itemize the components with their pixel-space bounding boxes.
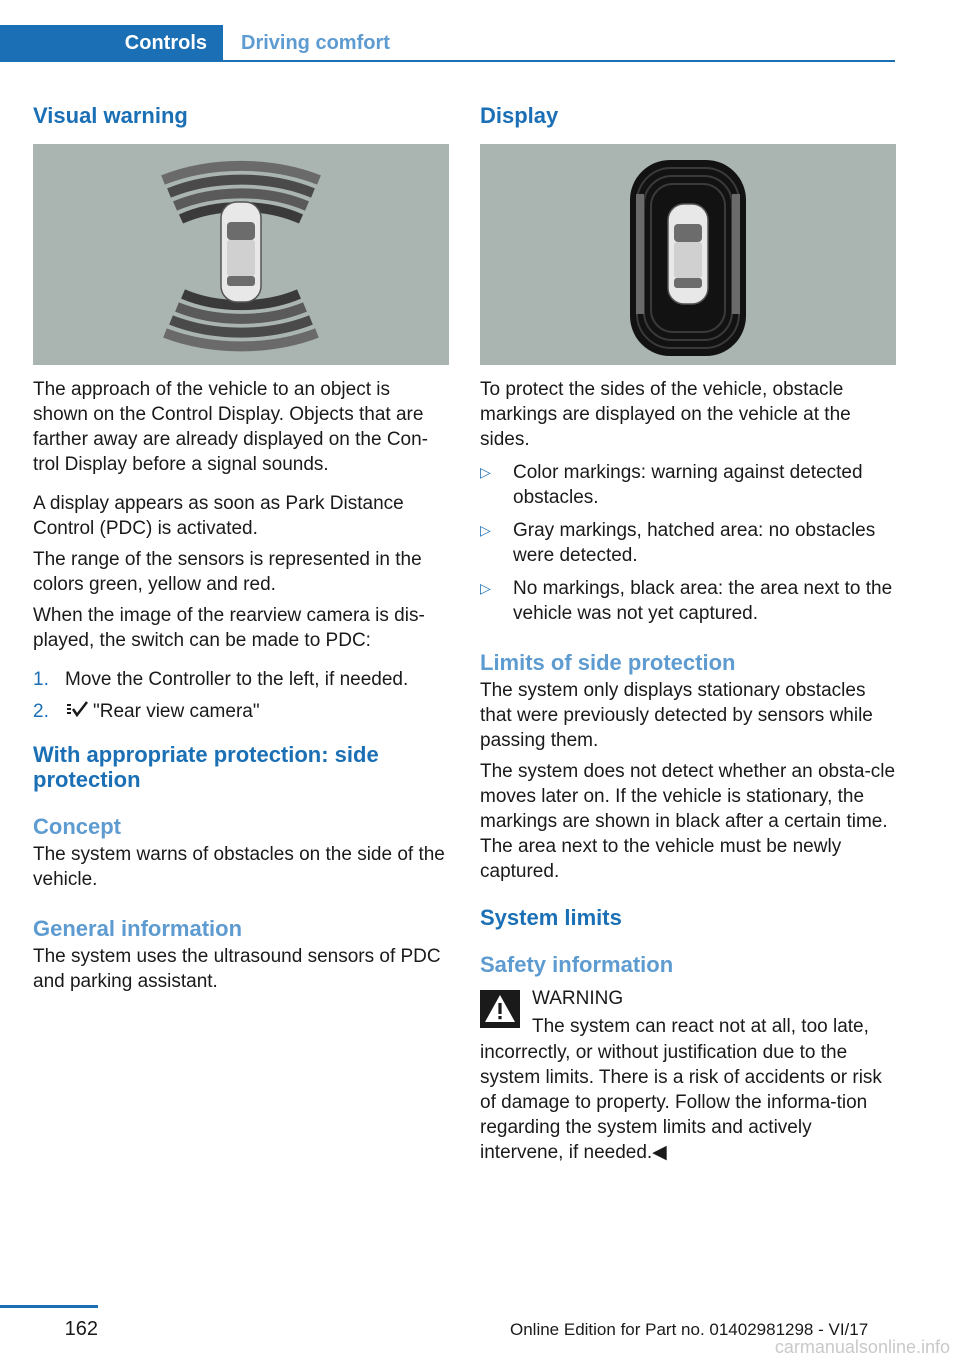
footer-rule [0,1305,98,1308]
list-item [480,518,896,568]
right-column [480,100,896,1165]
warning-body: incorrectly, or without justification due to the system limits. There is a risk of accidents or risk of damage to property. Follow the informa‐tion regarding the system limits and actively intervene, if needed.◀ [480,1042,882,1163]
warning-title: WARNING [532,988,624,1009]
step-number: 2. [33,701,49,722]
heading-safety-information: Safety information [480,952,674,977]
list-item-text: No markings, black area: the area next to the vehicle was not yet captured. [513,578,893,624]
paragraph-limits-2: The system does not detect whether an obsta‐cle moves later on. If the vehicle is stationary, the markings are shown in black after a certain time. The area next to the vehicle must be newly captured. [480,761,896,882]
watermark: carmanualsonline.info [774,1337,950,1357]
header-tab-driving-comfort: Driving comfort [241,31,390,54]
warning-first-line: The system can react not at all, too late, [532,1016,869,1037]
paragraph-sensor-range: The range of the sensors is represented in the colors green, yellow and red. [33,549,422,595]
header-tab-controls: Controls [0,25,223,61]
markings-list [480,460,896,626]
step-text: Move the Controller to the left, if needed. [65,669,409,690]
heading-general-information: General information [33,916,243,941]
paragraph-general-information: The system uses the ultrasound sensors of PDC and parking assistant. [33,946,441,992]
warning-head [532,984,869,1040]
heading-visual-warning: Visual warning [33,103,188,128]
triangle-bullet-icon: ▷ [480,464,491,480]
edition-note: Online Edition for Part no. 01402981298 - VI/17 [510,1320,869,1339]
heading-system-limits: System limits [480,905,622,930]
paragraph-rearview: When the image of the rearview camera is dis‐played, the switch can be made to PDC: [33,605,425,651]
paragraph-concept: The system warns of obstacles on the side of the vehicle. [33,844,445,890]
step-number: 1. [33,669,49,690]
figure-visual-warning [33,144,449,365]
heading-side-protection: With appropriate protection: side protection [33,742,379,792]
figure-display [480,144,896,365]
heading-limits-side-protection: Limits of side protection [480,650,736,675]
warning-triangle-icon [480,990,520,1028]
left-column [33,100,449,994]
pdc-symbol-icon [65,699,93,726]
page-number: 162 [64,1318,98,1340]
heading-display: Display [480,103,559,128]
heading-concept: Concept [33,814,121,839]
paragraph-limits-1: The system only displays stationary obstacles that were previously detected by sensors while passing them. [480,680,873,751]
list-item [480,460,896,510]
pdc-visual-warning-illustration [33,144,449,365]
steps-list [33,667,449,726]
paragraph-protect-sides: To protect the sides of the vehicle, obstacle markings are displayed on the vehicle at the sides. [480,379,851,450]
page-header [0,0,895,62]
list-item [480,576,896,626]
list-item-text: Gray markings, hatched area: no obstacles were detected. [513,520,876,566]
step-2 [33,699,449,726]
paragraph-display-appears: A display appears as soon as Park Distance Control (PDC) is activated. [33,493,404,539]
side-protection-display-illustration [480,144,896,365]
header-rule [0,60,895,62]
triangle-bullet-icon: ▷ [480,522,491,538]
triangle-bullet-icon: ▷ [480,580,491,596]
warning-block [480,984,896,1040]
list-item-text: Color markings: warning against detected obstacles. [513,462,863,508]
paragraph-approach: The approach of the vehicle to an object is shown on the Control Display. Objects that are farther away are already displayed on the Con‐trol Display before a signal sounds. [33,379,429,475]
step-text: "Rear view camera" [93,701,260,722]
step-1 [33,667,449,692]
